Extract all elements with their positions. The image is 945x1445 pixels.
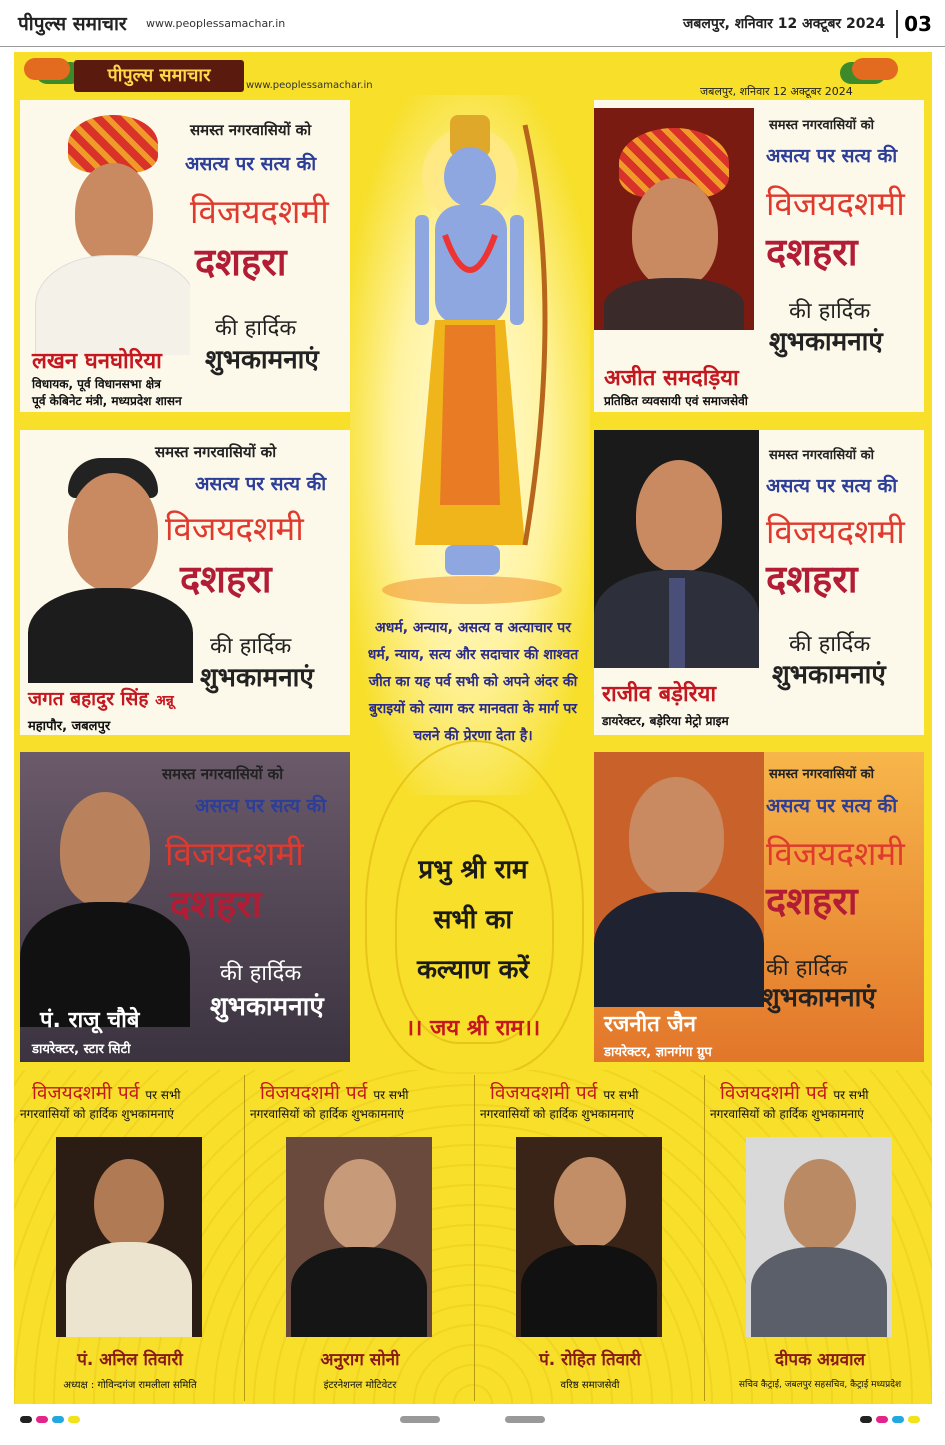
newspaper-url: www.peoplessamachar.in [146,17,286,30]
person-designation: डायरेक्टर, ज्ञानगंगा ग्रुप [604,1045,712,1060]
person-name: राजीव बड़ेरिया [602,682,717,707]
greeting-dussehra: दशहरा [195,239,287,284]
person-designation-2: पूर्व केबिनेट मंत्री, मध्यप्रदेश शासन [32,394,182,408]
greeting-dussehra: दशहरा [766,229,858,274]
person-designation: इंटरनेशनल मोटिवेटर [323,1380,397,1391]
portrait-photo [594,430,759,668]
blessing-line1: प्रभु श्री राम [418,855,528,885]
greeting-line2: असत्य पर सत्य की [195,473,327,495]
bottom-head: विजयदशमी पर्व पर सभी [720,1082,869,1104]
person-name: अनुराग सोनी [320,1350,400,1370]
page-number: 03 [896,10,938,38]
registration-mark [400,1416,440,1423]
greeting-vijayadashami: विजयदशमी [165,509,304,548]
person-name: पं. राजू चौबे [40,1008,140,1033]
portrait-photo [56,1137,202,1337]
bottom-sub: नगरवासियों को हार्दिक शुभकामनाएं [250,1107,404,1121]
greeting-line5: की हार्दिक [215,316,297,341]
newspaper-logo: पीपुल्स समाचार [18,13,127,35]
greeting-vijayadashami: विजयदशमी [766,184,905,223]
jai-shri-ram: ।। जय श्री राम।। [405,1016,541,1041]
greeting-line1: समस्त नगरवासियों को [190,121,312,139]
person-name: लखन घनघोरिया [32,349,162,374]
person-designation: महापौर, जबलपुर [28,719,111,734]
registration-mark [505,1416,545,1423]
portrait-photo [746,1137,892,1337]
person-name: जगत बहादुर सिंह अन्नू [28,688,174,710]
greeting-line1: समस्त नगरवासियों को [769,118,874,133]
center-blessing [362,845,584,995]
greeting-line2: असत्य पर सत्य की [766,145,898,167]
greeting-line6: शुभकामनाएं [200,663,314,693]
column-divider [704,1075,705,1401]
blessing-line3: कल्याण करें [416,955,530,985]
portrait-photo [594,752,764,1007]
greeting-vijayadashami: विजयदशमी [766,834,905,873]
person-designation: अध्यक्ष : गोविन्दगंज रामलीला समिति [63,1380,197,1391]
greeting-line6: शुभकामनाएं [772,660,886,690]
poster-date: जबलपुर, शनिवार 12 अक्टूबर 2024 [700,85,853,98]
greeting-line1: समस्त नगरवासियों को [769,767,874,782]
person-nickname: अन्नू [155,693,174,709]
portrait-photo [516,1137,662,1337]
poster-logo: पीपुल्स समाचार [74,60,244,92]
person-name: रजनीत जैन [604,1012,696,1037]
registration-mark [876,1416,888,1423]
registration-mark [68,1416,80,1423]
greeting-line5: की हार्दिक [210,634,292,659]
garland-right-icon [852,58,898,80]
greeting-dussehra: दशहरा [766,878,858,923]
bottom-sub: नगरवासियों को हार्दिक शुभकामनाएं [480,1107,634,1121]
bottom-head: विजयदशमी पर्व पर सभी [32,1082,181,1104]
greeting-line2: असत्य पर सत्य की [766,795,898,817]
greeting-line5: की हार्दिक [789,632,871,657]
center-message: अधर्म, अन्याय, असत्य व अत्याचार पर धर्म, न्याय, सत्य और सदाचार की शाश्वत जीत का यह पर्व सभी को अपने अंदर की बुराइयों को त्याग कर मानवता के मार्ग पर चलने की प्रेरणा देता है। [367,620,579,744]
greeting-dussehra: दशहरा [170,881,262,926]
greeting-panel-1 [20,100,350,412]
greeting-line1: समस्त नगरवासियों को [162,765,284,783]
greeting-vijayadashami: विजयदशमी [766,512,905,551]
greeting-line6: शुभकामनाएं [205,345,319,375]
registration-mark [36,1416,48,1423]
lord-rama-illustration [375,105,570,610]
greeting-panel-2 [594,100,924,412]
greeting-panel-4 [594,430,924,735]
person-designation: डायरेक्टर, स्टार सिटी [32,1042,131,1057]
person-name: पं. रोहित तिवारी [539,1350,641,1370]
column-divider [244,1075,245,1401]
greeting-line6: शुभकामनाएं [762,983,876,1013]
greeting-panel-3 [20,430,350,735]
greeting-line2: असत्य पर सत्य की [195,795,327,817]
portrait-photo [20,772,190,1027]
bottom-greetings-row [20,1075,930,1405]
greeting-vijayadashami: विजयदशमी [165,834,304,873]
greeting-line6: शुभकामनाएं [769,327,883,357]
portrait-photo [594,108,754,330]
bottom-head: विजयदशमी पर्व पर सभी [260,1082,409,1104]
greeting-dussehra: दशहरा [180,556,272,601]
person-name: दीपक अग्रवाल [774,1350,866,1370]
portrait-photo [286,1137,432,1337]
person-designation: विधायक, पूर्व विधानसभा क्षेत्र [32,377,161,391]
portrait-photo [28,438,193,683]
poster-url: www.peoplessamachar.in [246,80,373,91]
person-designation: डायरेक्टर, बड़ेरिया मेट्रो प्राइम [602,714,729,728]
greeting-line5: की हार्दिक [766,956,848,981]
bottom-sub: नगरवासियों को हार्दिक शुभकामनाएं [710,1107,864,1121]
bottom-sub: नगरवासियों को हार्दिक शुभकामनाएं [20,1107,174,1121]
greeting-panel-6 [594,752,924,1062]
greeting-line5: की हार्दिक [220,961,302,986]
bottom-head: विजयदशमी पर्व पर सभी [490,1082,639,1104]
greeting-line2: असत्य पर सत्य की [185,153,317,175]
registration-mark [20,1416,32,1423]
registration-mark [908,1416,920,1423]
greeting-line6: शुभकामनाएं [210,992,324,1022]
registration-mark [892,1416,904,1423]
greeting-line5: की हार्दिक [789,299,871,324]
issue-date: जबलपुर, शनिवार 12 अक्टूबर 2024 [683,16,885,32]
greeting-dussehra: दशहरा [766,556,858,601]
person-name: अजीत समदड़िया [604,366,739,391]
person-designation: सचिव कैट्राई, जबलपुर सहसचिव, कैट्राई मध्यप्रदेश [738,1380,902,1390]
registration-mark [860,1416,872,1423]
greeting-vijayadashami: विजयदशमी [190,192,329,231]
column-divider [474,1075,475,1401]
garland-left-icon [24,58,70,80]
registration-mark [52,1416,64,1423]
blessing-line2: सभी का [433,905,513,935]
person-name: पं. अनिल तिवारी [77,1350,183,1370]
person-designation: प्रतिष्ठित व्यवसायी एवं समाजसेवी [604,394,748,408]
person-designation: वरिष्ठ समाजसेवी [560,1380,620,1391]
greeting-line2: असत्य पर सत्य की [766,475,898,497]
greeting-panel-5 [20,752,350,1062]
greeting-line1: समस्त नगरवासियों को [769,448,874,463]
greeting-line1: समस्त नगरवासियों को [155,443,277,461]
portrait-photo [30,115,190,355]
